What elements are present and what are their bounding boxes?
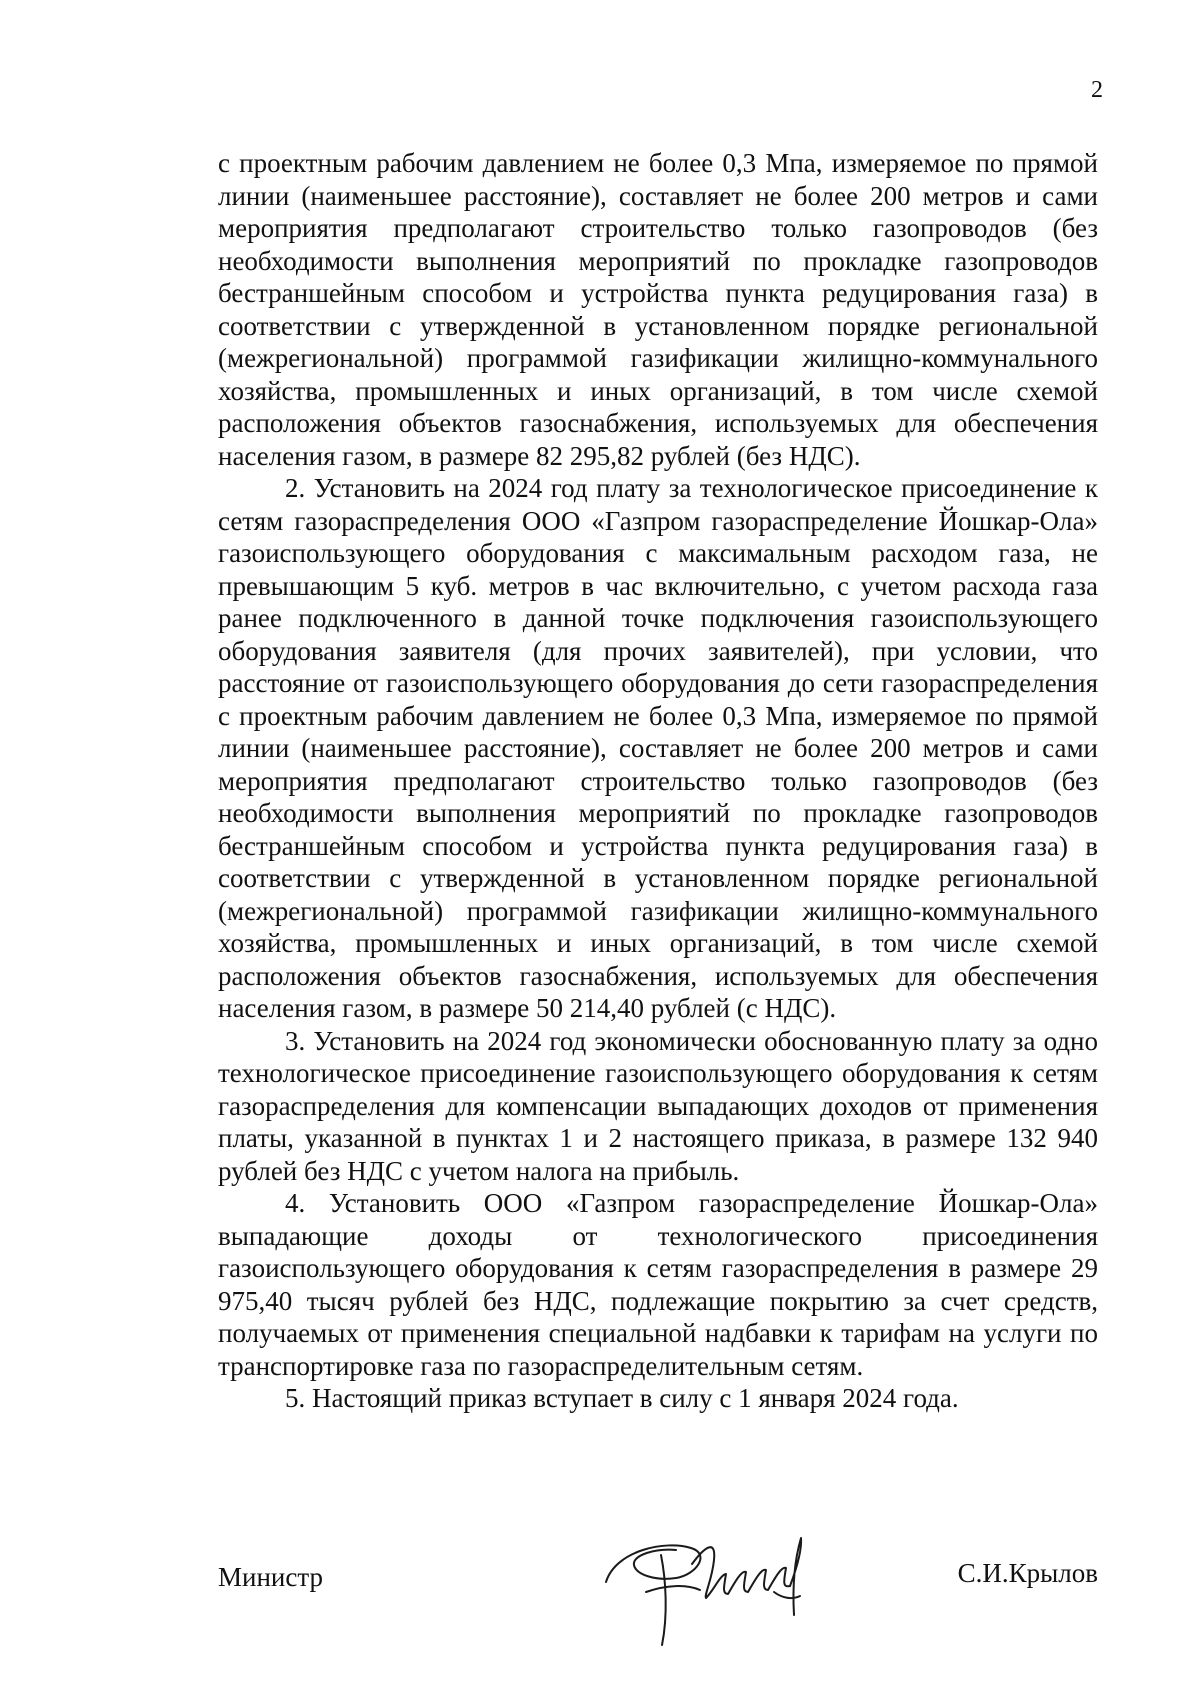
handwritten-signature bbox=[596, 1520, 826, 1660]
page-number: 2 bbox=[1091, 77, 1103, 103]
signatory-title: Министр bbox=[218, 1562, 323, 1592]
paragraph-item-2: 2. Установить на 2024 год плату за технологическое присоединение к сетям газораспределения ООО «Газпром газораспределение Йошкар-Ола» газоиспользующего оборудования с максимальным расходом газа, не превышающим 5 куб. метров в час включительно, с учетом расхода газа ранее подключенного в данной точке подключения газоиспользующего оборудования заявителя (для прочих заявителей), при условии, что расстояние от газоиспользующего оборудования до сети газораспределения с проектным рабочим давлением не более 0,3 Мпа, измеряемое по прямой линии (наименьшее расстояние), составляет не более 200 метров и сами мероприятия предполагают строительство только газопроводов (без необходимости выполнения мероприятий по прокладке газопроводов бестраншейным способом и устройства пункта редуцирования газа) в соответствии с утвержденной в установленном порядке региональной (межрегиональной) программой газификации жилищно-коммунального хозяйства, промышленных и иных организаций, в том числе схемой расположения объектов газоснабжения, используемых для обеспечения населения газом, в размере 50 214,40 рублей (с НДС). bbox=[218, 473, 1098, 1023]
paragraph-item-5: 5. Настоящий приказ вступает в силу с 1 января 2024 года. bbox=[285, 1383, 959, 1413]
document-body bbox=[218, 147, 1098, 1415]
signatory-name: С.И.Крылов bbox=[957, 1558, 1098, 1588]
paragraph-item-4: 4. Установить ООО «Газпром газораспределение Йошкар-Ола» выпадающие доходы от технологического присоединения газоиспользующего оборудования к сетям газораспределения в размере 29 975,40 тысяч рублей без НДС, подлежащие покрытию за счет средств, получаемых от применения специальной надбавки к тарифам на услуги по транспортировке газа по газораспределительным сетям. bbox=[218, 1188, 1098, 1381]
paragraph-item-3: 3. Установить на 2024 год экономически обоснованную плату за одно технологическое присоединение газоиспользующего оборудования к сетям газораспределения для компенсации выпадающих доходов от применения платы, указанной в пунктах 1 и 2 настоящего приказа, в размере 132 940 рублей без НДС с учетом налога на прибыль. bbox=[218, 1025, 1098, 1186]
signature-block bbox=[218, 1520, 1098, 1660]
paragraph-continuation: с проектным рабочим давлением не более 0,3 Мпа, измеряемое по прямой линии (наименьшее расстояние), составляет не более 200 метров и сами мероприятия предполагают строительство только газопроводов (без необходимости выполнения мероприятий по прокладке газопроводов бестраншейным способом и устройства пункта редуцирования газа) в соответствии с утвержденной в установленном порядке региональной (межрегиональной) программой газификации жилищно-коммунального хозяйства, промышленных и иных организаций, в том числе схемой расположения объектов газоснабжения, используемых для обеспечения населения газом, в размере 82 295,82 рублей (без НДС). bbox=[218, 148, 1098, 471]
